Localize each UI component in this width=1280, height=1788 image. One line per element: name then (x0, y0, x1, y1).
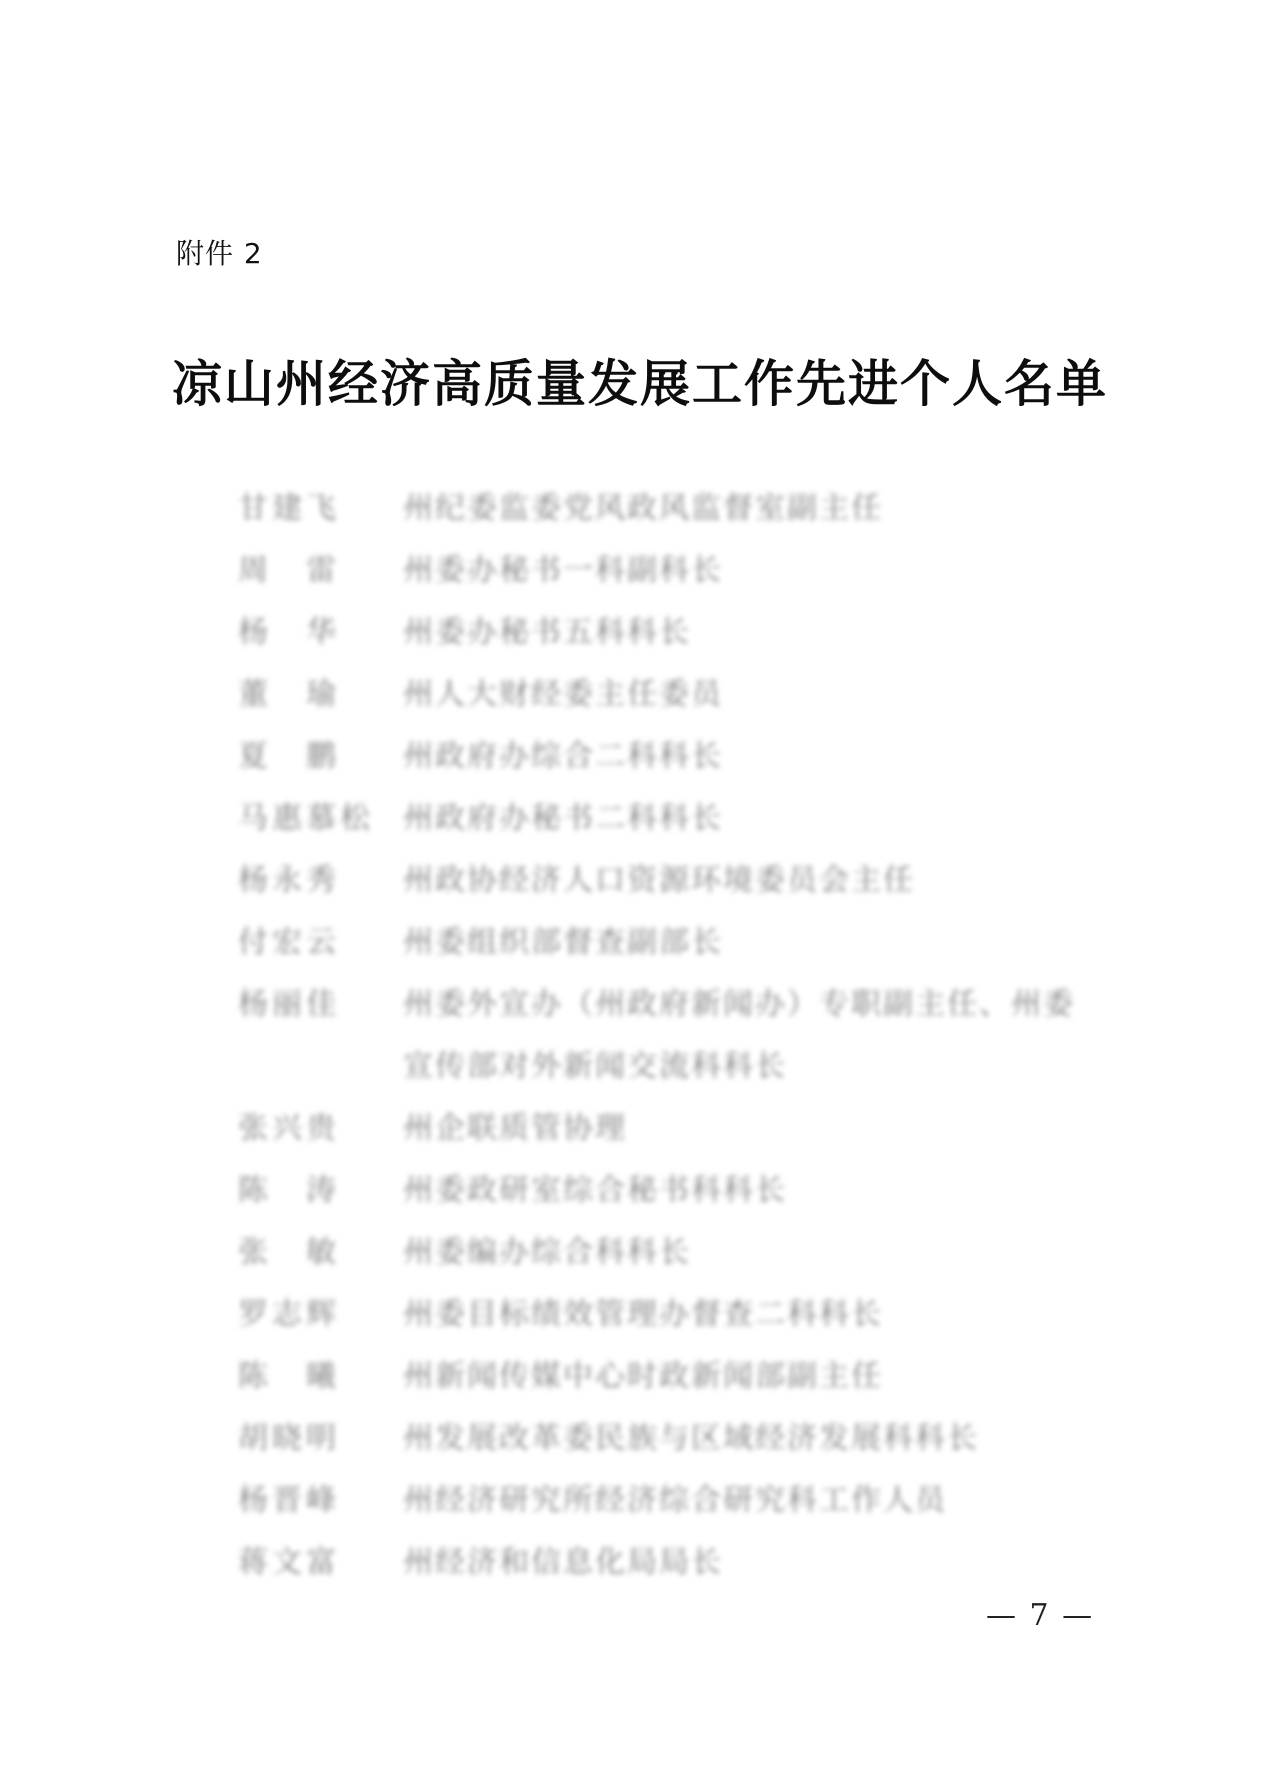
roster-row (238, 664, 1098, 726)
roster-row (238, 1222, 1098, 1284)
person-title: 州政府办秘书二科科长 (403, 801, 723, 836)
person-name: 夏 鹏 (238, 739, 340, 774)
roster-row (238, 850, 1098, 912)
roster-row (238, 1160, 1098, 1222)
person-title: 州企联质管协理 (403, 1111, 627, 1146)
person-name: 付宏云 (238, 925, 340, 960)
person-title: 州经济和信息化局局长 (403, 1545, 723, 1580)
person-title: 州委办秘书一科副科长 (403, 553, 723, 588)
person-name: 张 敏 (238, 1235, 340, 1270)
person-title: 州委外宣办（州政府新闻办）专职副主任、州委宣传部对外新闻交流科科长 (403, 987, 1075, 1084)
person-name: 陈 涛 (238, 1173, 340, 1208)
roster-row (238, 540, 1098, 602)
person-name: 杨永秀 (238, 863, 340, 898)
person-name: 张兴贵 (238, 1111, 340, 1146)
roster-row (238, 726, 1098, 788)
person-name: 董 瑜 (238, 677, 340, 712)
person-title: 州政府办综合二科科长 (403, 739, 723, 774)
person-title: 州新闻传媒中心时政新闻部副主任 (403, 1359, 883, 1394)
person-name: 杨 华 (238, 615, 340, 650)
person-name: 蒋文富 (238, 1545, 340, 1580)
roster-row (238, 1408, 1098, 1470)
page-number: — 7 — (986, 1598, 1095, 1633)
roster-row (238, 1470, 1098, 1532)
person-name: 周 雷 (238, 553, 340, 588)
roster-row (238, 1346, 1098, 1408)
person-name: 罗志辉 (238, 1297, 340, 1332)
roster-row (238, 602, 1098, 664)
person-name: 杨晋峰 (238, 1483, 340, 1518)
roster-row (238, 1098, 1098, 1160)
roster-list (238, 478, 1098, 1594)
person-name: 马惠慕松 (238, 801, 374, 836)
person-title: 州委办秘书五科科长 (403, 615, 691, 650)
roster-row (238, 1532, 1098, 1594)
person-title: 州委政研室综合秘书科科长 (403, 1173, 787, 1208)
roster-row (238, 912, 1098, 974)
person-title: 州发展改革委民族与区域经济发展科科长 (403, 1421, 979, 1456)
person-title: 州委目标绩效管理办督查二科科长 (403, 1297, 883, 1332)
person-name: 杨丽佳 (238, 987, 340, 1022)
person-title: 州委组织部督查副部长 (403, 925, 723, 960)
person-title: 州委编办综合科科长 (403, 1235, 691, 1270)
roster-row (238, 1284, 1098, 1346)
person-name: 胡晓明 (238, 1421, 340, 1456)
roster-row (238, 788, 1098, 850)
person-title: 州人大财经委主任委员 (403, 677, 723, 712)
attachment-label: 附件 2 (176, 237, 263, 270)
person-name: 陈 曦 (238, 1359, 340, 1394)
roster-row (238, 974, 1098, 1098)
document-title: 凉山州经济高质量发展工作先进个人名单 (172, 354, 1108, 413)
person-title: 州经济研究所经济综合研究科工作人员 (403, 1483, 947, 1518)
person-title: 州政协经济人口资源环境委员会主任 (403, 863, 915, 898)
roster-row (238, 478, 1098, 540)
person-title: 州纪委监委党风政风监督室副主任 (403, 491, 883, 526)
person-name: 甘建飞 (238, 491, 340, 526)
